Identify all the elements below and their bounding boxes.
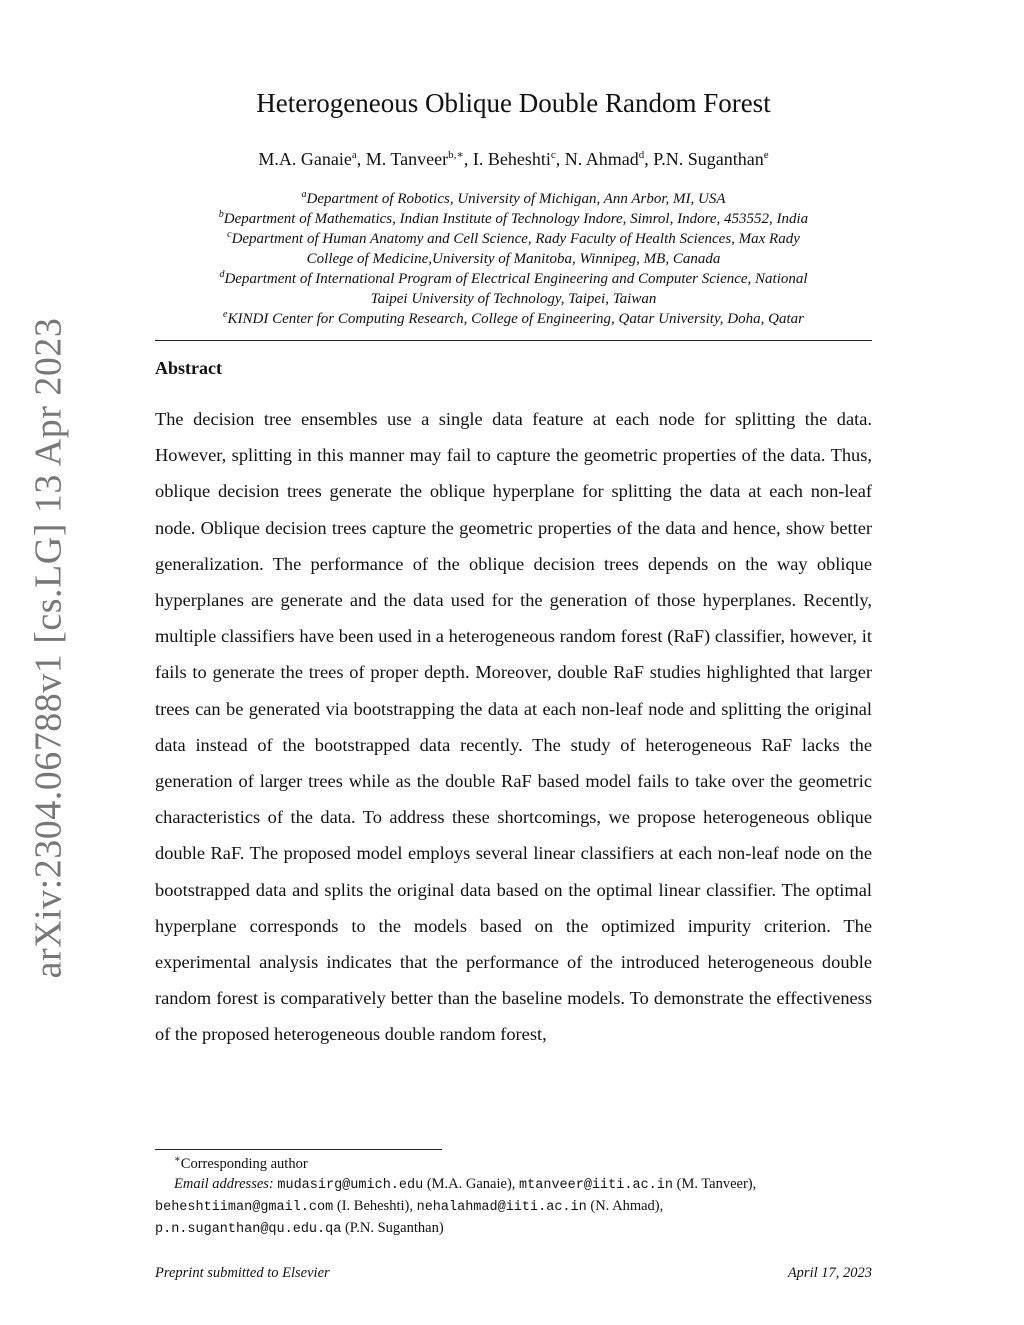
email-link[interactable]: mtanveer@iiti.ac.in (519, 1178, 673, 1193)
email-link[interactable]: beheshtiiman@gmail.com (155, 1200, 334, 1215)
author: I. Beheshti$^c$ (472, 149, 556, 169)
affiliation: $^e$KINDI Center for Computing Research, College of Engineering, Qatar University, Doha, Qatar (223, 309, 804, 327)
header-divider (155, 340, 872, 341)
paper-title: Heterogeneous Oblique Double Random Forest (256, 88, 771, 118)
affiliation-list (145, 189, 882, 329)
affiliation: $^a$Department of Robotics, University of Michigan, Ann Arbor, MI, USA (301, 189, 726, 207)
author: M. Tanveer$^{b,∗}$ (365, 149, 464, 169)
author-mark: d (638, 149, 645, 161)
footnote-divider (155, 1149, 442, 1150)
corresponding-author-note: ∗Corresponding author (174, 1154, 308, 1172)
email-link[interactable]: mudasirg@umich.edu (277, 1178, 424, 1193)
abstract-heading: Abstract (155, 358, 222, 378)
arxiv-sidebar (20, 317, 76, 979)
author-mark: b,∗ (448, 149, 464, 161)
author: P.N. Suganthan$^e$ (653, 149, 769, 169)
email-line: Email addresses: mudasirg@umich.edu (M.A. Ganaie), mtanveer@iiti.ac.in (M. Tanveer), (174, 1176, 757, 1193)
affiliation: $^d$Department of International Program of Electrical Engineering and Computer Science, National (219, 269, 808, 287)
footer-journal: Preprint submitted to Elsevier (155, 1265, 330, 1281)
author: N. Ahmad$^d$ (564, 149, 645, 169)
affiliation: Taipei University of Technology, Taipei, Taiwan (370, 291, 657, 307)
affiliation: College of Medicine,University of Manitoba, Winnipeg, MB, Canada (306, 251, 721, 267)
abstract-text: The decision tree ensembles use a single data feature at each node for splitting the data. However, splitting in this manner may fail to capture the geometric properties of the data. Thus, oblique decision trees generate the oblique hyperplane for splitting the data at each non-leaf node. Oblique decision trees capture the geometric properties of the data and hence, show better generalization. The performance of the oblique decision trees depends on the way oblique hyperplanes are generate and the data used for the generation of those hyperplanes. Recently, multiple classifiers have been used in a heterogeneous random forest (RaF) classifier, however, it fails to generate the trees of proper depth. Moreover, double RaF studies highlighted that larger trees can be generated via bootstrapping the data at each non-leaf node and splitting the original data instead of the bootstrapped data recently. The study of heterogeneous RaF lacks the generation of larger trees while as the double RaF based model fails to take over the geometric characteristics of the data. To address these shortcomings, we propose heterogeneous oblique double RaF. The proposed model employs several linear classifiers at each non-leaf node on the bootstrapped data and splits the original data based on the optimal linear classifier. The optimal hyperplane corresponds to the models based on the optimized impurity criterion. The experimental analysis indicates that the performance of the introduced heterogeneous double random forest is comparatively better than the baseline models. To demonstrate the effectiveness of the proposed heterogeneous double random forest, (155, 409, 872, 1045)
author-mark: c (550, 149, 556, 161)
author-mark: e (763, 149, 769, 161)
email-link[interactable]: nehalahmad@iiti.ac.in (416, 1200, 587, 1215)
author-list: M.A. Ganaie$^a$, M. Tanveer$^{b,∗}$, I. Beheshti$^c$, N. Ahmad$^d$, P.N. Suganthan$^e$ (258, 149, 769, 169)
arxiv-identifier: arXiv:2304.06788v1 [cs.LG] 13 Apr 2023 (27, 317, 70, 979)
author: M.A. Ganaie$^a$ (258, 149, 357, 169)
footnotes (155, 1154, 872, 1240)
email-link[interactable]: p.n.suganthan@qu.edu.qa (155, 1222, 342, 1237)
footer-date: April 17, 2023 (787, 1265, 872, 1281)
affiliation: $^c$Department of Human Anatomy and Cell Science, Rady Faculty of Health Sciences, Max Rady (227, 229, 800, 247)
email-line: p.n.suganthan@qu.edu.qa (P.N. Suganthan) (155, 1220, 444, 1237)
author-mark: a (351, 149, 357, 161)
email-line: beheshtiiman@gmail.com (I. Beheshti), nehalahmad@iiti.ac.in (N. Ahmad), (155, 1198, 664, 1215)
affiliation: $^b$Department of Mathematics, Indian Institute of Technology Indore, Simrol, Indore, 453552, India (218, 209, 809, 227)
